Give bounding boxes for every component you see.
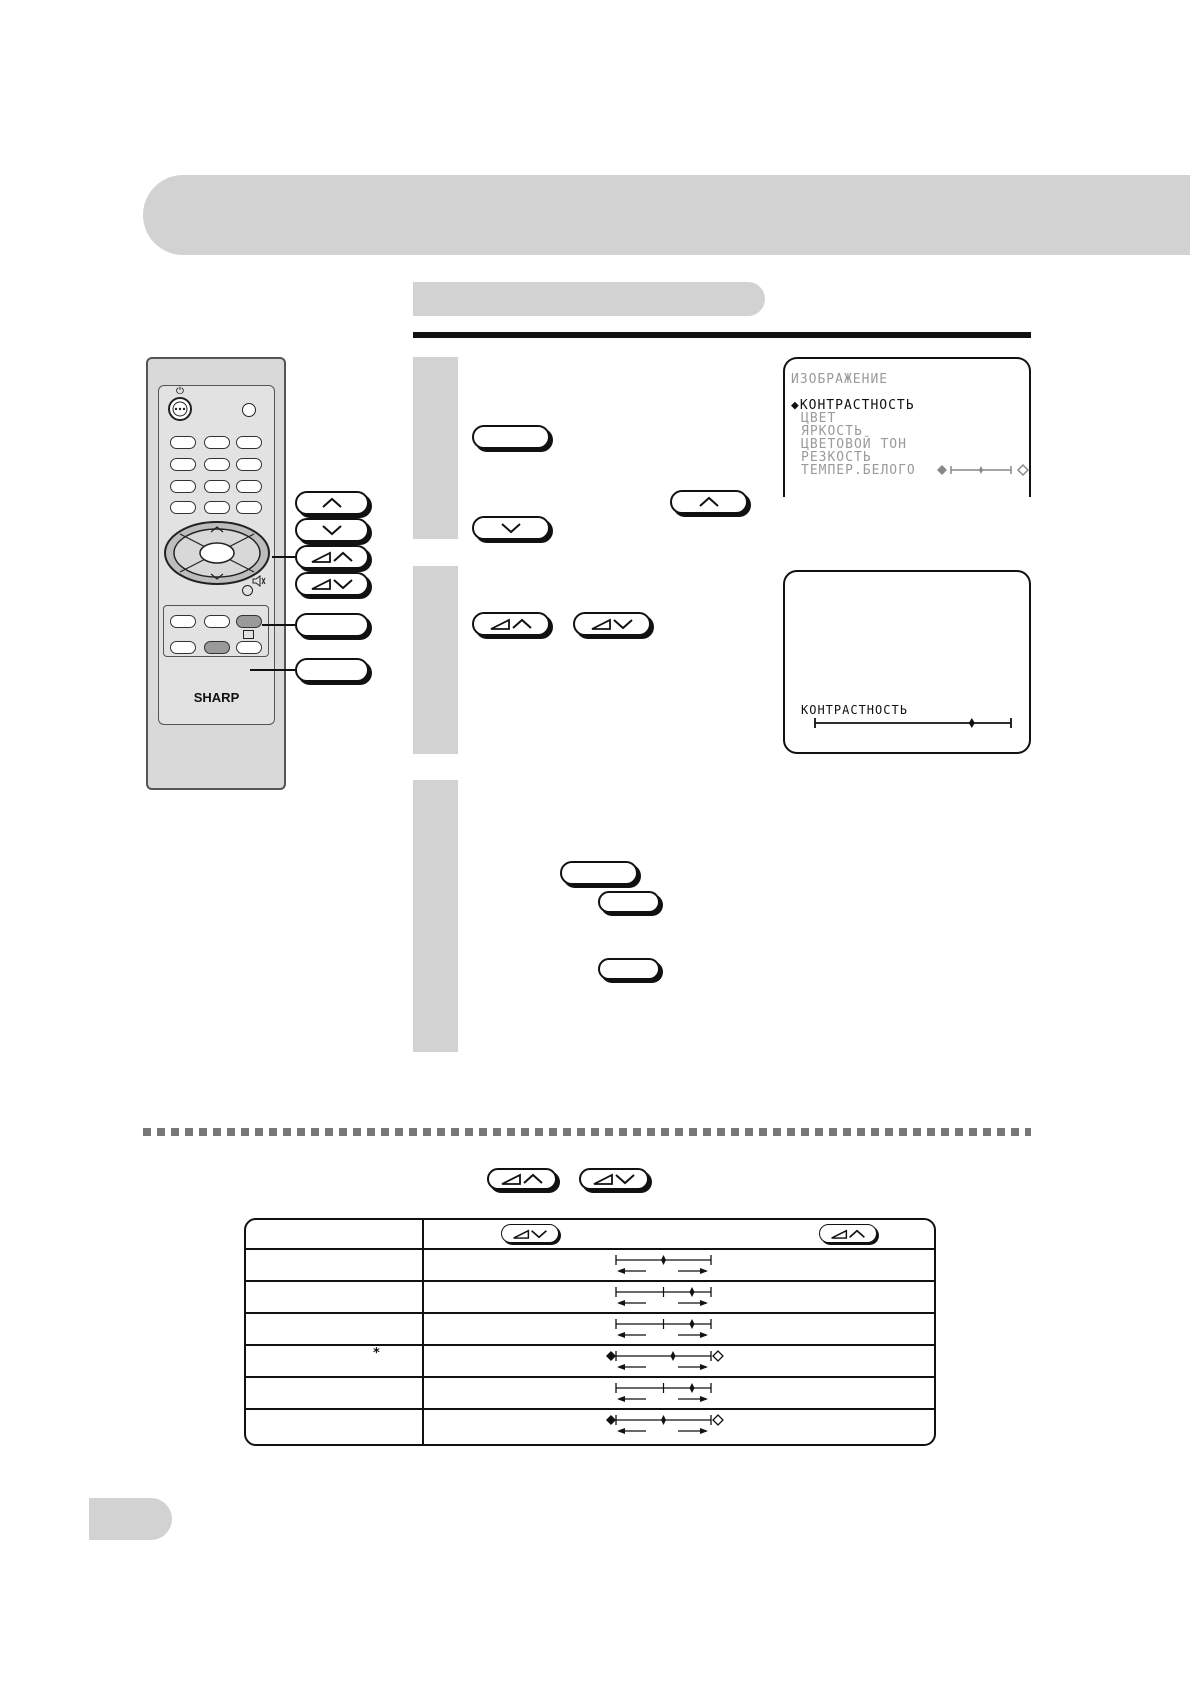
- volume-up-icon: [310, 551, 354, 563]
- callout-return-button[interactable]: [295, 658, 369, 682]
- tv-menu-item-3: ЦВЕТОВОЙ ТОН: [801, 437, 907, 452]
- white-temp-scale: [935, 462, 1029, 478]
- remote-func-key-4[interactable]: [170, 641, 196, 654]
- tv-menu-screen: [783, 357, 1031, 497]
- scale-level-marker: [690, 1287, 695, 1297]
- remote-key-1[interactable]: [170, 436, 196, 449]
- tv-menu-item-2: ЯРКОСТЬ: [801, 424, 863, 439]
- menu-button-step3[interactable]: [560, 861, 638, 885]
- left-arrow-head: [617, 1396, 625, 1402]
- tv-adjust-screen: [783, 570, 1031, 754]
- volume-up-icon: [489, 618, 533, 630]
- volume-up-icon: [500, 1173, 544, 1185]
- volume-down-icon: [310, 578, 354, 590]
- left-arrow-head: [617, 1364, 625, 1370]
- callout-volume-up-button[interactable]: [295, 545, 369, 569]
- right-arrow-head: [700, 1268, 708, 1274]
- scale-level-marker: [661, 1255, 666, 1265]
- remote-key-5[interactable]: [204, 458, 230, 471]
- volume-up-button[interactable]: [472, 612, 550, 636]
- left-arrow-head: [617, 1332, 625, 1338]
- exit-button[interactable]: [598, 958, 660, 980]
- table-scales: [423, 1248, 934, 1444]
- table-row-4-star: *: [373, 1346, 380, 1361]
- hollow-diamond-icon: [713, 1351, 723, 1361]
- remote-key-0[interactable]: [204, 501, 230, 514]
- step-3-bar: [413, 780, 458, 1052]
- filled-diamond-icon: [606, 1351, 616, 1361]
- table-intro-volume-up-button[interactable]: [487, 1168, 557, 1190]
- dotted-separator: [143, 1128, 1031, 1136]
- tv-menu-item-4: РЕЗКОСТЬ: [801, 450, 872, 465]
- volume-down-button[interactable]: [573, 612, 651, 636]
- adjust-level-bar: [813, 716, 1013, 730]
- remote-func-key-1[interactable]: [170, 615, 196, 628]
- remote-key-flashback[interactable]: [170, 501, 196, 514]
- channel-up-button[interactable]: [670, 490, 748, 514]
- volume-up-icon: [830, 1229, 866, 1239]
- table-header-volume-up-button: [819, 1224, 877, 1243]
- chevron-down-icon: [499, 522, 523, 534]
- tv-menu-item-0: ◆КОНТРАСТНОСТЬ: [791, 398, 915, 413]
- hollow-diamond-icon: [713, 1415, 723, 1425]
- scale-level-marker: [690, 1319, 695, 1329]
- section-rule: [413, 332, 1031, 338]
- right-arrow-head: [700, 1332, 708, 1338]
- channel-down-button[interactable]: [472, 516, 550, 540]
- scale-level-marker: [690, 1383, 695, 1393]
- step-1-bar: [413, 357, 458, 539]
- remote-key-2[interactable]: [204, 436, 230, 449]
- menu-button[interactable]: [472, 425, 550, 449]
- tv-menu-item-5: ТЕМПЕР.БЕЛОГО: [801, 463, 916, 478]
- brand-logo: SHARP: [193, 690, 240, 705]
- callout-menu-button[interactable]: [295, 613, 369, 637]
- chevron-up-icon: [320, 497, 344, 509]
- remote-key-8[interactable]: [204, 480, 230, 493]
- header-band: [143, 175, 1190, 255]
- filled-diamond-icon: [606, 1415, 616, 1425]
- level-marker: [969, 718, 975, 728]
- adjust-label: КОНТРАСТНОСТЬ: [801, 703, 908, 717]
- remote-standby-led: [242, 403, 256, 417]
- right-arrow-head: [700, 1364, 708, 1370]
- remote-return-key[interactable]: [204, 641, 230, 654]
- volume-down-icon: [512, 1229, 548, 1239]
- remote-key-6[interactable]: [236, 458, 262, 471]
- remote-key-3[interactable]: [236, 436, 262, 449]
- power-icon: ⏻: [176, 386, 184, 397]
- scale-level-marker: [661, 1415, 666, 1425]
- return-button[interactable]: [598, 891, 660, 913]
- scale-level-marker: [671, 1351, 676, 1361]
- callout-channel-down-button[interactable]: [295, 518, 369, 542]
- volume-down-icon: [590, 618, 634, 630]
- remote-power-button[interactable]: [166, 384, 194, 422]
- remote-key-7[interactable]: [170, 480, 196, 493]
- adjustment-table: [244, 1218, 936, 1446]
- chevron-up-icon: [697, 496, 721, 508]
- chevron-down-icon: [320, 524, 344, 536]
- page-number-tab: [89, 1498, 172, 1540]
- right-arrow-head: [700, 1396, 708, 1402]
- volume-down-icon: [592, 1173, 636, 1185]
- left-arrow-head: [617, 1300, 625, 1306]
- table-header-volume-down-button: [501, 1224, 559, 1243]
- left-arrow-head: [617, 1428, 625, 1434]
- right-arrow-head: [700, 1428, 708, 1434]
- right-arrow-head: [700, 1300, 708, 1306]
- callout-volume-down-button[interactable]: [295, 572, 369, 596]
- remote-callout-lines: [250, 480, 300, 680]
- table-intro-volume-down-button[interactable]: [579, 1168, 649, 1190]
- section-title-pill: [413, 282, 765, 316]
- selected-diamond-icon: ◆: [791, 398, 800, 413]
- step-2-bar: [413, 566, 458, 754]
- remote-func-key-2[interactable]: [204, 615, 230, 628]
- tv-menu-title: ИЗОБРАЖЕНИЕ: [791, 372, 889, 387]
- remote-key-4[interactable]: [170, 458, 196, 471]
- left-arrow-head: [617, 1268, 625, 1274]
- tv-menu-item-1: ЦВЕТ: [801, 411, 837, 426]
- callout-channel-up-button[interactable]: [295, 491, 369, 515]
